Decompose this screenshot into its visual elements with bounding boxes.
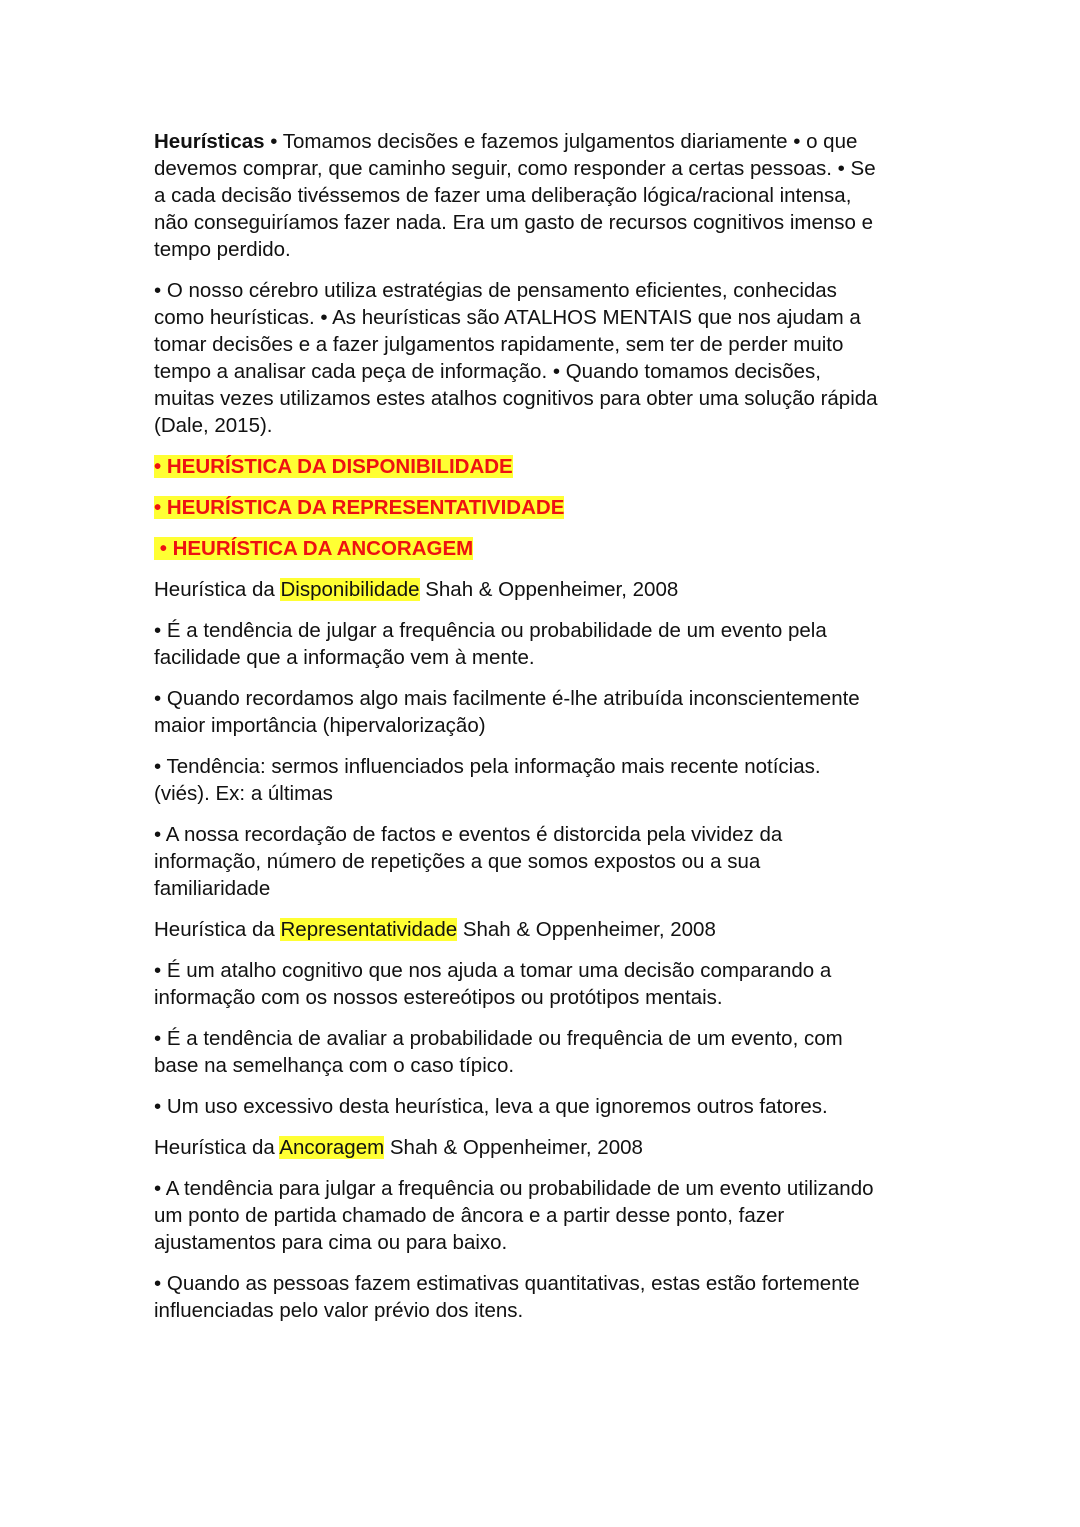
section-title	[154, 1134, 954, 1161]
text-line: familiaridade	[154, 877, 271, 900]
text-line: maior importância (hipervalorização)	[154, 714, 486, 737]
text-line: • Um uso excessivo desta heurística, leva a que ignoremos outros fatores.	[154, 1095, 828, 1118]
text-line: devemos comprar, que caminho seguir, como responder a certas pessoas. • Se	[154, 157, 876, 180]
section-title	[154, 916, 954, 943]
text-line: ajustamentos para cima ou para baixo.	[154, 1231, 508, 1254]
heading-anchoring: • HEURÍSTICA DA ANCORAGEM	[154, 537, 474, 560]
text-line: muitas vezes utilizamos estes atalhos cognitivos para obter uma solução rápida	[154, 387, 878, 410]
section-title-prefix: Heurística da	[154, 918, 281, 941]
text-line: tempo a analisar cada peça de informação. • Quando tomamos decisões,	[154, 360, 821, 383]
heuristics-paragraph	[154, 277, 954, 439]
text-line: (viés). Ex: a últimas	[154, 782, 333, 805]
text-line: tempo perdido.	[154, 238, 291, 261]
bullet-paragraph	[154, 1025, 954, 1079]
section-title	[154, 576, 954, 603]
text-line: • Quando recordamos algo mais facilmente é-lhe atribuída inconscientemente	[154, 687, 860, 710]
text-line: facilidade que a informação vem à mente.	[154, 646, 535, 669]
section-title-prefix: Heurística da	[154, 1136, 280, 1159]
bullet-paragraph	[154, 685, 954, 739]
text-line: influenciadas pelo valor prévio dos itens.	[154, 1299, 524, 1322]
sections	[154, 576, 954, 1324]
highlighted-term: Disponibilidade	[280, 578, 420, 601]
section-title-prefix: Heurística da	[154, 578, 281, 601]
section-title-suffix: Shah & Oppenheimer, 2008	[457, 918, 716, 941]
text-line: • É a tendência de avaliar a probabilidade ou frequência de um evento, com	[154, 1027, 843, 1050]
text-line: • É a tendência de julgar a frequência ou probabilidade de um evento pela	[154, 619, 827, 642]
heading-availability: • HEURÍSTICA DA DISPONIBILIDADE	[154, 455, 513, 478]
intro-title: Heurísticas	[154, 130, 265, 153]
text-line: informação com os nossos estereótipos ou protótipos mentais.	[154, 986, 723, 1009]
bullet-paragraph	[154, 821, 954, 902]
text-line: como heurísticas. • As heurísticas são ATALHOS MENTAIS que nos ajudam a	[154, 306, 861, 329]
text-line: base na semelhança com o caso típico.	[154, 1054, 515, 1077]
text-line: • O nosso cérebro utiliza estratégias de pensamento eficientes, conhecidas	[154, 279, 837, 302]
bullet-paragraph	[154, 1175, 954, 1256]
text-line: • É um atalho cognitivo que nos ajuda a tomar uma decisão comparando a	[154, 959, 832, 982]
text-line: um ponto de partida chamado de âncora e a partir desse ponto, fazer	[154, 1204, 785, 1227]
bullet-paragraph	[154, 957, 954, 1011]
highlighted-term: Ancoragem	[279, 1136, 385, 1159]
section-title-suffix: Shah & Oppenheimer, 2008	[419, 578, 679, 601]
highlighted-term: Representatividade	[280, 918, 458, 941]
text-line: • Tendência: sermos influenciados pela informação mais recente notícias.	[154, 755, 821, 778]
heading-representativeness: • HEURÍSTICA DA REPRESENTATIVIDADE	[154, 496, 565, 519]
text-line: (Dale, 2015).	[154, 414, 273, 437]
text-line: • Quando as pessoas fazem estimativas quantitativas, estas estão fortemente	[154, 1272, 860, 1295]
section-title-suffix: Shah & Oppenheimer, 2008	[384, 1136, 643, 1159]
bullet-paragraph	[154, 617, 954, 671]
intro-paragraph: Heurísticas • Tomamos decisões e fazemos julgamentos diariamente • o que devemos comprar, que caminho seguir, como responder a certas pessoas. • Se a cada decisão tivéssemos de fazer uma deliberação lógica/racional intensa, não conseguiríamos fazer nada. Era um gasto de recursos cognitivos imenso e tempo perdido.	[154, 128, 954, 263]
text-line: não conseguiríamos fazer nada. Era um gasto de recursos cognitivos imenso e	[154, 211, 874, 234]
bullet-paragraph	[154, 1093, 954, 1120]
bullet-paragraph	[154, 1270, 954, 1324]
bullet-paragraph	[154, 753, 954, 807]
document	[154, 128, 954, 1338]
text-line: a cada decisão tivéssemos de fazer uma deliberação lógica/racional intensa,	[154, 184, 852, 207]
text-line: informação, número de repetições a que somos expostos ou a sua	[154, 850, 761, 873]
text-line: • A tendência para julgar a frequência ou probabilidade de um evento utilizando	[154, 1177, 874, 1200]
text-line: • A nossa recordação de factos e eventos é distorcida pela vividez da	[154, 823, 783, 846]
text-line: tomar decisões e a fazer julgamentos rapidamente, sem ter de perder muito	[154, 333, 844, 356]
